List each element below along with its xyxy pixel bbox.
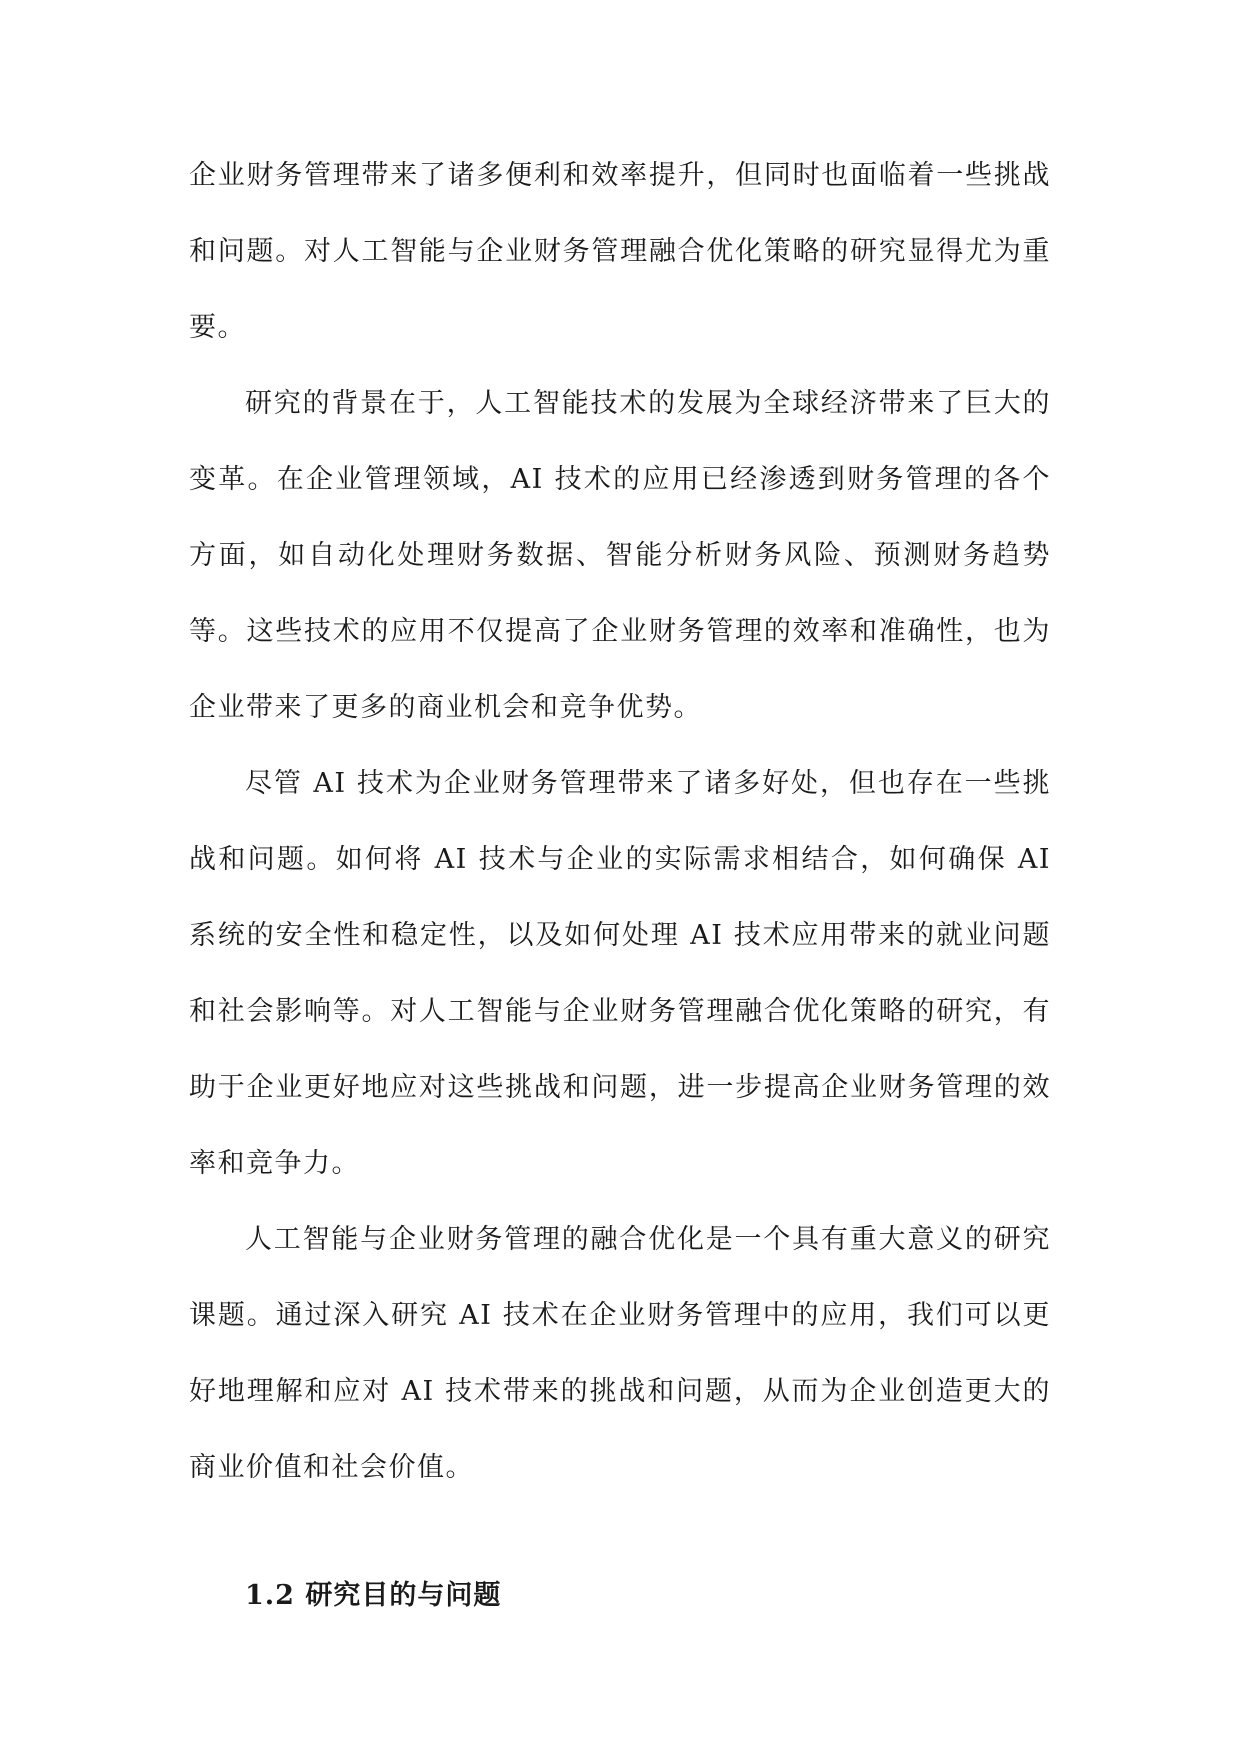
document-body [189, 138, 1051, 1626]
paragraph-challenges: 尽管 AI 技术为企业财务管理带来了诸多好处，但也存在一些挑战和问题。如何将 AI 技术与企业的实际需求相结合，如何确保 AI 系统的安全性和稳定性，以及如何处理 AI 技术应用带来的就业问题和社会影响等。对人工智能与企业财务管理融合优化策略的研究，有助于企业更好地应对这些挑战和问题，进一步提高企业财务管理的效率和竞争力。 [189, 768, 1051, 1179]
section-heading: 1.2 研究目的与问题 [245, 1580, 502, 1611]
paragraph-continuation: 企业财务管理带来了诸多便利和效率提升，但同时也面临着一些挑战和问题。对人工智能与企业财务管理融合优化策略的研究显得尤为重要。 [189, 160, 1051, 343]
paragraph-significance: 人工智能与企业财务管理的融合优化是一个具有重大意义的研究课题。通过深入研究 AI 技术在企业财务管理中的应用，我们可以更好地理解和应对 AI 技术带来的挑战和问题，从而为企业创造更大的商业价值和社会价值。 [189, 1224, 1051, 1483]
paragraph-background: 研究的背景在于，人工智能技术的发展为全球经济带来了巨大的变革。在企业管理领域，AI 技术的应用已经渗透到财务管理的各个方面，如自动化处理财务数据、智能分析财务风险、预测财务趋势等。这些技术的应用不仅提高了企业财务管理的效率和准确性，也为企业带来了更多的商业机会和竞争优势。 [189, 388, 1051, 723]
